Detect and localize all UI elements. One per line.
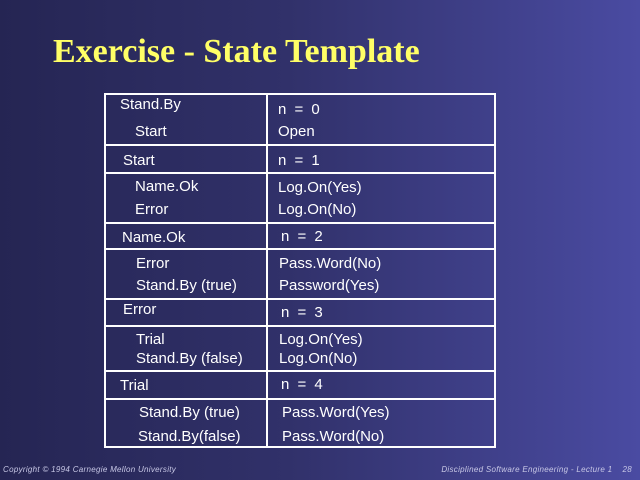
transition-action: Log.On(Yes) — [279, 331, 363, 348]
transition-condition: Stand.By (true) — [139, 404, 240, 421]
transition-condition: Error — [135, 201, 169, 218]
transition-condition: Stand.By(false) — [138, 428, 241, 445]
transition-action: Pass.Word(No) — [279, 255, 382, 272]
transition-condition: Stand.By (true) — [136, 277, 237, 294]
transition-action: Log.On(No) — [279, 350, 358, 367]
transition-condition: Error — [136, 255, 170, 272]
table-rule — [104, 172, 496, 174]
table-rule — [104, 93, 106, 448]
table-rule — [104, 446, 496, 448]
state-number: n = 0 — [278, 101, 322, 118]
footer-copyright: Copyright © 1994 Carnegie Mellon University — [3, 465, 177, 474]
transition-condition: Trial — [136, 331, 165, 348]
table-rule — [104, 325, 496, 327]
state-name: Stand.By — [120, 96, 181, 113]
transition-action: Password(Yes) — [279, 277, 380, 294]
table-rule — [266, 93, 268, 448]
state-name: Start — [123, 152, 155, 169]
transition-action: Pass.Word(Yes) — [282, 404, 390, 421]
table-rule — [104, 298, 496, 300]
state-name: Error — [123, 301, 157, 318]
transition-condition: Name.Ok — [135, 178, 199, 195]
state-number: n = 2 — [281, 228, 325, 245]
table-rule — [104, 222, 496, 224]
slide-title: Exercise - State Template — [53, 33, 420, 70]
transition-action: Log.On(Yes) — [278, 179, 362, 196]
state-number: n = 4 — [281, 376, 325, 393]
table-rule — [104, 398, 496, 400]
state-name: Trial — [120, 377, 149, 394]
state-number: n = 3 — [281, 304, 325, 321]
transition-action: Pass.Word(No) — [282, 428, 385, 445]
table-rule — [104, 93, 496, 95]
table-rule — [104, 144, 496, 146]
state-number: n = 1 — [278, 152, 322, 169]
transition-condition: Start — [135, 123, 167, 140]
footer-lecture: Disciplined Software Engineering - Lecture 1 28 — [441, 465, 632, 474]
transition-condition: Stand.By (false) — [136, 350, 243, 367]
transition-action: Open — [278, 123, 315, 140]
table-rule — [104, 248, 496, 250]
state-name: Name.Ok — [122, 229, 186, 246]
table-rule — [104, 370, 496, 372]
table-rule — [494, 93, 496, 448]
transition-action: Log.On(No) — [278, 201, 357, 218]
